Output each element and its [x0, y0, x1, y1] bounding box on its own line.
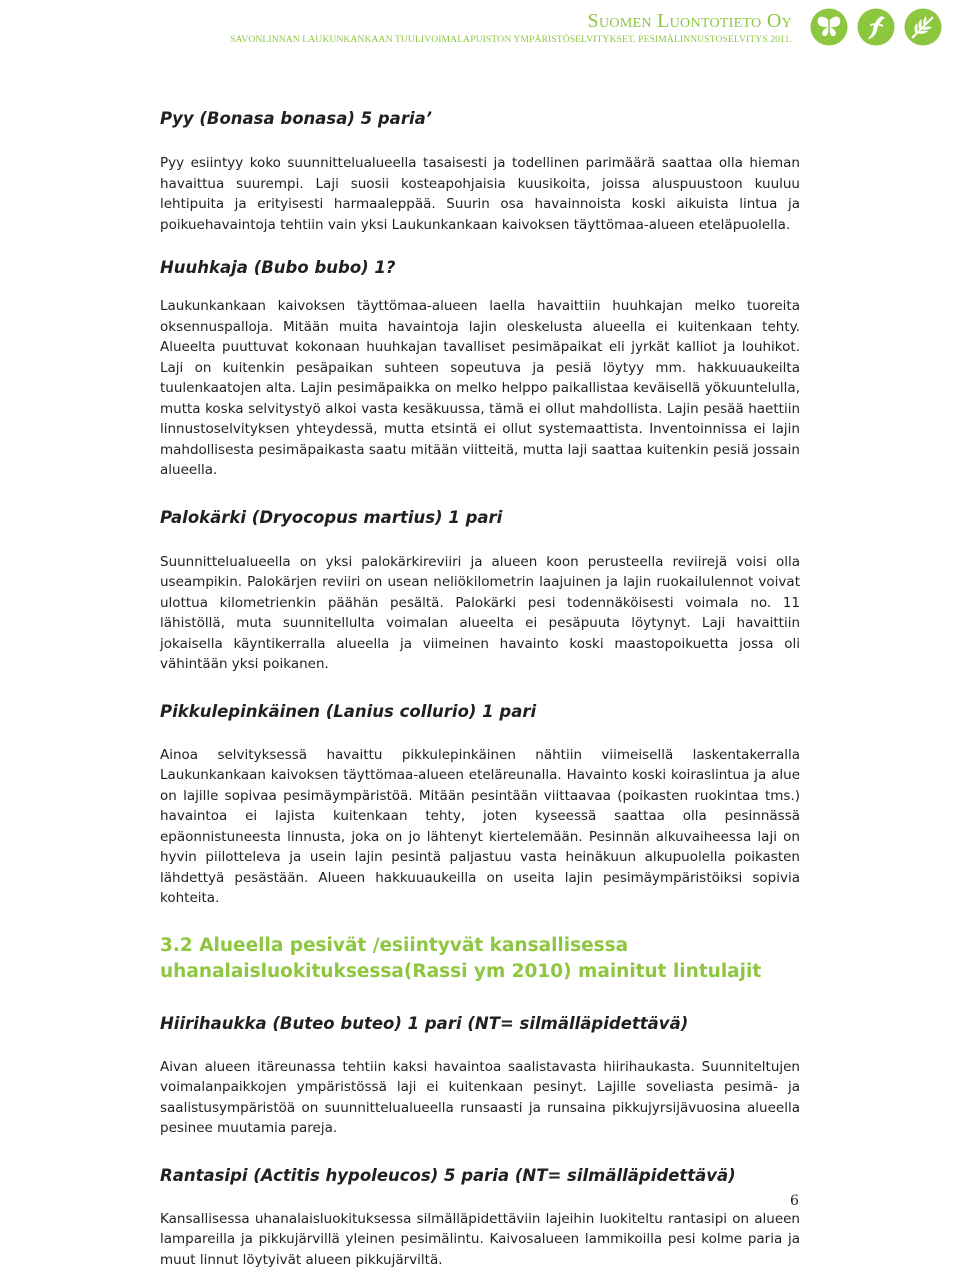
species-heading: Pyy (Bonasa bonasa) 5 paria’: [160, 108, 800, 130]
species-heading: Rantasipi (Actitis hypoleucos) 5 paria (NT= silmälläpidettävä): [160, 1165, 800, 1187]
page-number: 6: [790, 1193, 799, 1209]
species-heading: Huuhkaja (Bubo bubo) 1?: [160, 257, 800, 279]
page-header: [112, 8, 942, 48]
species-paragraph: Suunnittelualueella on yksi palokärkireviiri ja alueen koon perusteella reviirejä voisi olla useampikin. Palokärjen reviiri on usean neliökilometrin laajuinen ja lajin ruokailulennot voivat ulottua kilometrienkin päähän pesältä. Palokärki pesi todennäköisesti voimala no. 11 lähistöllä, muta suunnitellulta voimalan alueelta ei pesäpuuta löytynyt. Laji havaittiin jokaisella käyntikerralla alueella ja viimeinen havainto koski maastopoikuetta jossa oli vähintään yksi poikanen.: [160, 552, 800, 675]
bird-icon: [857, 8, 895, 46]
chapter-title-line2: uhanalaisluokituksessa(Rassi ym 2010) mainitut lintulajit: [160, 959, 800, 985]
species-palokarki: [160, 507, 800, 675]
plant-icon: [904, 8, 942, 46]
species-hiirihaukka: [160, 1013, 800, 1139]
species-heading: Palokärki (Dryocopus martius) 1 pari: [160, 507, 800, 529]
company-name: Suomen Luontotieto Oy: [588, 10, 792, 33]
species-heading: Pikkulepinkäinen (Lanius collurio) 1 pari: [160, 701, 800, 723]
species-rantasipi: [160, 1165, 800, 1270]
species-heading: Hiirihaukka (Buteo buteo) 1 pari (NT= silmälläpidettävä): [160, 1013, 800, 1035]
species-paragraph: Pyy esiintyy koko suunnittelualueella tasaisesti ja todellinen parimäärä saattaa olla hieman havaittua suurempi. Laji suosii kosteapohjaisia kuusikoita, joissa aluspuustoon kuuluu lehtipuita ja erityisesti harmaaleppää. Suurin osa havainnoista koski aikuista lintua ja poikuehavaintoja tehtiin vain yksi Laukunkankaan kaivoksen täyttömaa-alueen eteläpuolella.: [160, 153, 800, 235]
species-paragraph: Kansallisessa uhanalaisluokituksessa silmälläpidettäviin lajeihin luokiteltu rantasipi on alueen lampareilla ja pikkujärvillä yleinen pesimälintu. Kaivosalueen lammikoilla pesi kolme paria ja muut linnut löytyivät alueen pikkujärviltä.: [160, 1209, 800, 1270]
logo-group: [810, 8, 942, 46]
species-pikkulepinkainen: [160, 701, 800, 909]
chapter-heading: [160, 933, 800, 985]
report-subtitle: SAVONLINNAN LAUKUNKANKAAN TUULIVOIMALAPUISTON YMPÄRISTÖSELVITYKSET. PESIMÄLINNUSTOSELVITYS 2011.: [230, 34, 792, 45]
butterfly-icon: [810, 8, 848, 46]
species-paragraph: Aivan alueen itäreunassa tehtiin kaksi havaintoa saalistavasta hiirihaukasta. Suunniteltujen voimalanpaikkojen ympäristössä laji ei kuitenkaan pesinyt. Lajille soveliasta pesimä- ja saalistusympäristöä on suunnittelualueella runsaasti ja runsaina pikkujyrsijävuosina alueella pesinee muutamia pareja.: [160, 1057, 800, 1139]
species-huuhkaja: [160, 257, 800, 481]
species-pyy: [160, 108, 800, 235]
chapter-title-line1: 3.2 Alueella pesivät /esiintyvät kansallisessa: [160, 933, 800, 959]
species-paragraph: Laukunkankaan kaivoksen täyttömaa-alueen laella havaittiin huuhkajan melko tuoreita oksennuspalloja. Mitään muita havaintoja lajin oleskelusta alueella ei kuitenkaan tehty. Alueelta puuttuvat kokonaan huuhkajan tavalliset pesimäpaikat eli jyrkät kalliot ja louhikot. Laji on kuitenkin pesäpaikan suhteen sopeutuva ja pesiä löytyy mm. hakkuuaukeilta tuulenkaatojen alta. Lajin pesimäpaikka on melko helppo paikallistaa keväisellä yökuuntelulla, mutta koska selvitystyö alkoi vasta kesäkuussa, tämä ei ollut mahdollista. Lajin pesää haettiin linnustoselvityksen yhteydessä, mutta etsintä ei ollut systemaattista. Inventoinnissa ei lajin mahdollisesta pesimäpaikasta saatu mitään viitteitä, mutta laji saattaa kuitenkin pesiä jossain alueella.: [160, 296, 800, 481]
species-paragraph: Ainoa selvityksessä havaittu pikkulepinkäinen nähtiin viimeisellä laskentakerralla Laukunkankaan kaivoksen täyttömaa-alueen eteläreunalla. Havainto koski koiraslintua ja alue on lajille sopivaa pesimäympäristöä. Mitään pesintään viittaavaa (poikasten ruokintaa tms.) havaintoa ei lajista kuitenkaan tehty, joten kyseessä saattaa olla pesinnässä epäonnistuneesta linnusta, joka on jo lähtenyt kiertelemään. Pesinnän alkuvaiheessa laji on hyvin piilotteleva ja usein lajin pesintä paljastuu vasta heinäkuun alkupuolella poikasten lähdettyä pesästään. Alueen hakkuuaukeilla on useita lajin pesimäympäristöiksi sopivia kohteita.: [160, 745, 800, 909]
main-content: [160, 108, 800, 1270]
